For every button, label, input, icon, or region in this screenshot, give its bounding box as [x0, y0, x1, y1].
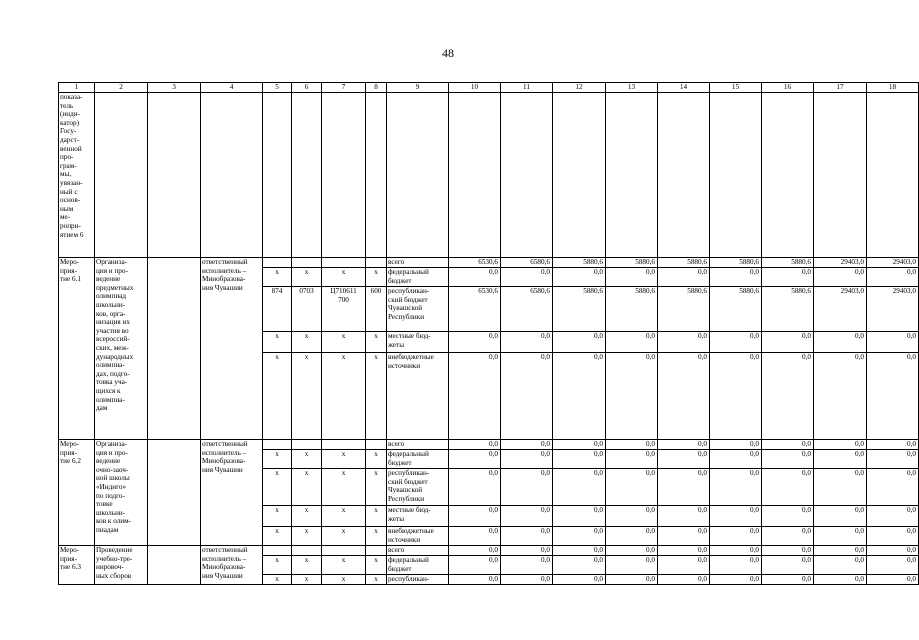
code-target: x — [322, 268, 366, 287]
column-number: 14 — [658, 83, 710, 93]
event-code: Меро- прия- тие 6.3 — [59, 546, 95, 585]
amount-cell: 29403,0 — [867, 258, 919, 268]
column-number: 6 — [292, 83, 322, 93]
amount-cell: 5880,6 — [553, 287, 606, 332]
empty-cell — [201, 93, 263, 258]
amount-cell: 0,0 — [658, 527, 710, 546]
code-section: 0703 — [292, 287, 322, 332]
column-number: 5 — [263, 83, 292, 93]
funding-source: всего — [387, 546, 449, 556]
code-expense — [366, 546, 387, 556]
amount-cell: 0,0 — [449, 332, 501, 353]
amount-cell: 6580,6 — [501, 258, 553, 268]
code-expense — [366, 440, 387, 450]
amount-cell: 0,0 — [553, 575, 606, 585]
column-number: 8 — [366, 83, 387, 93]
amount-cell: 0,0 — [606, 353, 658, 440]
amount-cell: 0,0 — [606, 450, 658, 469]
code-section: x — [292, 527, 322, 546]
funding-source: республикан- ский бюджет Чувашской Республики — [387, 287, 449, 332]
amount-cell: 0,0 — [606, 546, 658, 556]
empty-cell — [606, 93, 658, 258]
amount-cell: 0,0 — [553, 332, 606, 353]
funding-source: всего — [387, 258, 449, 268]
amount-cell: 0,0 — [501, 546, 553, 556]
amount-cell: 5880,6 — [606, 287, 658, 332]
funding-source: всего — [387, 440, 449, 450]
empty-cell — [148, 258, 201, 440]
amount-cell: 0,0 — [449, 469, 501, 506]
amount-cell: 0,0 — [606, 332, 658, 353]
event-name: Организа- ция и про- ведение предметных олимпиад школьни- ков, орга- низация их участия во всероссий- ских, меж- дународных олимпиа- дах, подго- товка уча- щихся к олимпиа- дам — [95, 258, 148, 440]
code-expense: x — [366, 506, 387, 527]
amount-cell: 5880,6 — [710, 258, 762, 268]
empty-cell — [658, 93, 710, 258]
empty-cell — [710, 93, 762, 258]
amount-cell: 0,0 — [814, 353, 867, 440]
code-target: x — [322, 506, 366, 527]
table-row — [59, 546, 919, 556]
funding-source: республикан- ский бюджет Чувашской Республики — [387, 469, 449, 506]
code-expense: x — [366, 332, 387, 353]
code-section: x — [292, 353, 322, 440]
code-admin: x — [263, 268, 292, 287]
amount-cell: 0,0 — [449, 575, 501, 585]
code-section — [292, 258, 322, 268]
amount-cell: 0,0 — [867, 546, 919, 556]
code-target: x — [322, 527, 366, 546]
column-number: 2 — [95, 83, 148, 93]
amount-cell: 0,0 — [449, 450, 501, 469]
amount-cell: 0,0 — [814, 575, 867, 585]
funding-source: местные бюд- жеты — [387, 506, 449, 527]
amount-cell: 5880,6 — [658, 287, 710, 332]
amount-cell: 29403,0 — [814, 258, 867, 268]
code-admin: 874 — [263, 287, 292, 332]
amount-cell: 0,0 — [449, 556, 501, 575]
amount-cell: 0,0 — [658, 575, 710, 585]
code-section: x — [292, 506, 322, 527]
amount-cell: 6530,6 — [449, 258, 501, 268]
code-admin: x — [263, 527, 292, 546]
amount-cell: 5880,6 — [762, 258, 814, 268]
amount-cell: 0,0 — [553, 440, 606, 450]
event-name: Проведение учебно-тре- нировоч- ных сборов — [95, 546, 148, 585]
column-number: 3 — [148, 83, 201, 93]
amount-cell: 0,0 — [553, 450, 606, 469]
code-expense: x — [366, 450, 387, 469]
amount-cell: 0,0 — [867, 353, 919, 440]
indicator-row — [59, 93, 919, 258]
code-admin: x — [263, 332, 292, 353]
amount-cell: 0,0 — [449, 353, 501, 440]
amount-cell: 0,0 — [449, 506, 501, 527]
code-admin — [263, 546, 292, 556]
column-number: 15 — [710, 83, 762, 93]
amount-cell: 0,0 — [867, 527, 919, 546]
amount-cell: 0,0 — [658, 450, 710, 469]
column-number: 17 — [814, 83, 867, 93]
empty-cell — [366, 93, 387, 258]
funding-source: федеральный бюджет — [387, 268, 449, 287]
code-expense: x — [366, 556, 387, 575]
code-section — [292, 440, 322, 450]
funding-source: местные бюд- жеты — [387, 332, 449, 353]
amount-cell: 0,0 — [762, 450, 814, 469]
code-expense: x — [366, 527, 387, 546]
amount-cell: 0,0 — [710, 546, 762, 556]
empty-cell — [95, 93, 148, 258]
code-admin — [263, 440, 292, 450]
empty-cell — [762, 93, 814, 258]
amount-cell: 5880,6 — [658, 258, 710, 268]
table-row — [59, 440, 919, 450]
amount-cell: 6530,6 — [449, 287, 501, 332]
amount-cell: 0,0 — [449, 268, 501, 287]
amount-cell: 0,0 — [710, 575, 762, 585]
empty-cell — [292, 93, 322, 258]
amount-cell: 0,0 — [606, 556, 658, 575]
amount-cell: 0,0 — [710, 268, 762, 287]
funding-source: внебюджетные источники — [387, 353, 449, 440]
code-admin: x — [263, 506, 292, 527]
amount-cell: 0,0 — [710, 332, 762, 353]
amount-cell: 0,0 — [710, 506, 762, 527]
responsible-executor: ответственный исполнитель – Минобразова- ния Чувашии — [201, 546, 263, 585]
amount-cell: 0,0 — [449, 440, 501, 450]
code-admin — [263, 258, 292, 268]
column-number: 11 — [501, 83, 553, 93]
code-expense: x — [366, 353, 387, 440]
empty-cell — [867, 93, 919, 258]
code-admin: x — [263, 450, 292, 469]
amount-cell: 0,0 — [501, 506, 553, 527]
code-section: x — [292, 268, 322, 287]
responsible-executor: ответственный исполнитель – Минобразова- ния Чувашии — [201, 258, 263, 440]
column-number: 1 — [59, 83, 95, 93]
code-expense — [366, 258, 387, 268]
empty-cell — [387, 93, 449, 258]
code-section: x — [292, 332, 322, 353]
code-target: x — [322, 556, 366, 575]
code-target: x — [322, 332, 366, 353]
column-number: 13 — [606, 83, 658, 93]
amount-cell: 0,0 — [658, 332, 710, 353]
responsible-executor: ответственный исполнитель – Минобразова- ния Чувашии — [201, 440, 263, 546]
amount-cell: 29403,0 — [814, 287, 867, 332]
amount-cell: 0,0 — [762, 527, 814, 546]
empty-cell — [553, 93, 606, 258]
funding-source: федеральный бюджет — [387, 450, 449, 469]
page-number: 48 — [442, 46, 454, 60]
code-section: x — [292, 469, 322, 506]
empty-cell — [148, 93, 201, 258]
amount-cell: 0,0 — [814, 268, 867, 287]
code-target — [322, 258, 366, 268]
amount-cell: 0,0 — [762, 575, 814, 585]
amount-cell: 0,0 — [658, 469, 710, 506]
amount-cell: 0,0 — [867, 469, 919, 506]
amount-cell: 0,0 — [501, 556, 553, 575]
code-admin: x — [263, 575, 292, 585]
amount-cell: 0,0 — [814, 440, 867, 450]
amount-cell: 0,0 — [762, 332, 814, 353]
amount-cell: 0,0 — [501, 268, 553, 287]
funding-source: федеральный бюджет — [387, 556, 449, 575]
amount-cell: 0,0 — [867, 440, 919, 450]
empty-cell — [449, 93, 501, 258]
event-code: Меро- прия- тие 6.1 — [59, 258, 95, 440]
table-body — [59, 93, 919, 585]
amount-cell: 0,0 — [814, 450, 867, 469]
empty-cell — [148, 546, 201, 585]
amount-cell: 0,0 — [710, 556, 762, 575]
amount-cell: 5880,6 — [553, 258, 606, 268]
code-target — [322, 546, 366, 556]
amount-cell: 0,0 — [762, 556, 814, 575]
amount-cell: 0,0 — [762, 506, 814, 527]
column-number: 10 — [449, 83, 501, 93]
amount-cell: 0,0 — [658, 506, 710, 527]
amount-cell: 0,0 — [658, 268, 710, 287]
amount-cell: 0,0 — [867, 450, 919, 469]
amount-cell: 0,0 — [553, 353, 606, 440]
amount-cell: 0,0 — [762, 440, 814, 450]
empty-cell — [322, 93, 366, 258]
amount-cell: 0,0 — [501, 353, 553, 440]
column-number: 4 — [201, 83, 263, 93]
amount-cell: 0,0 — [501, 469, 553, 506]
amount-cell: 0,0 — [658, 556, 710, 575]
code-expense: x — [366, 268, 387, 287]
amount-cell: 0,0 — [814, 546, 867, 556]
code-admin: x — [263, 469, 292, 506]
amount-cell: 0,0 — [553, 527, 606, 546]
empty-cell — [814, 93, 867, 258]
column-number: 18 — [867, 83, 919, 93]
amount-cell: 0,0 — [867, 506, 919, 527]
amount-cell: 0,0 — [606, 575, 658, 585]
amount-cell: 0,0 — [710, 469, 762, 506]
amount-cell: 0,0 — [501, 440, 553, 450]
amount-cell: 0,0 — [710, 527, 762, 546]
amount-cell: 5880,6 — [762, 287, 814, 332]
amount-cell: 0,0 — [606, 440, 658, 450]
amount-cell: 0,0 — [501, 575, 553, 585]
code-target: x — [322, 450, 366, 469]
amount-cell: 0,0 — [710, 450, 762, 469]
amount-cell: 6580,6 — [501, 287, 553, 332]
amount-cell: 0,0 — [606, 527, 658, 546]
amount-cell: 0,0 — [606, 506, 658, 527]
amount-cell: 0,0 — [762, 353, 814, 440]
amount-cell: 0,0 — [606, 268, 658, 287]
amount-cell: 0,0 — [814, 527, 867, 546]
funding-source: внебюджетные источники — [387, 527, 449, 546]
amount-cell: 0,0 — [553, 469, 606, 506]
budget-table — [58, 82, 919, 585]
amount-cell: 5880,6 — [710, 287, 762, 332]
code-section: x — [292, 556, 322, 575]
code-section — [292, 546, 322, 556]
amount-cell: 0,0 — [501, 332, 553, 353]
code-target: x — [322, 469, 366, 506]
code-target — [322, 440, 366, 450]
amount-cell: 0,0 — [606, 469, 658, 506]
code-target: Ц710611 700 — [322, 287, 366, 332]
indicator-label: показа- тель (инди- катор) Госу- дарст- венной про- грам- мы, увязан- ный с основ- ным ме- ропри- ятием 6 — [59, 93, 95, 258]
code-expense: x — [366, 575, 387, 585]
amount-cell: 0,0 — [658, 353, 710, 440]
event-code: Меро- прия- тие 6.2 — [59, 440, 95, 546]
column-number: 16 — [762, 83, 814, 93]
amount-cell: 0,0 — [867, 268, 919, 287]
code-target: x — [322, 575, 366, 585]
amount-cell: 0,0 — [710, 353, 762, 440]
amount-cell: 0,0 — [814, 556, 867, 575]
column-number-row — [59, 83, 919, 93]
amount-cell: 0,0 — [553, 556, 606, 575]
empty-cell — [501, 93, 553, 258]
amount-cell: 0,0 — [658, 440, 710, 450]
code-admin: x — [263, 556, 292, 575]
empty-cell — [148, 440, 201, 546]
code-section: x — [292, 450, 322, 469]
code-expense: 600 — [366, 287, 387, 332]
amount-cell: 0,0 — [867, 556, 919, 575]
column-number: 12 — [553, 83, 606, 93]
amount-cell: 0,0 — [762, 546, 814, 556]
code-target: x — [322, 353, 366, 440]
amount-cell: 0,0 — [762, 469, 814, 506]
table-row — [59, 258, 919, 268]
amount-cell: 0,0 — [553, 546, 606, 556]
amount-cell: 0,0 — [867, 332, 919, 353]
amount-cell: 5880,6 — [606, 258, 658, 268]
funding-source: республикан- — [387, 575, 449, 585]
amount-cell: 0,0 — [449, 546, 501, 556]
column-number: 7 — [322, 83, 366, 93]
event-name: Организа- ция и про- ведение очно-заоч- ной школы «Индиго» по подго- товке школьни- ков к олим- пиадам — [95, 440, 148, 546]
amount-cell: 0,0 — [762, 268, 814, 287]
amount-cell: 0,0 — [449, 527, 501, 546]
code-expense: x — [366, 469, 387, 506]
column-number: 9 — [387, 83, 449, 93]
amount-cell: 0,0 — [658, 546, 710, 556]
code-section: x — [292, 575, 322, 585]
amount-cell: 0,0 — [501, 527, 553, 546]
amount-cell: 0,0 — [553, 268, 606, 287]
amount-cell: 0,0 — [867, 575, 919, 585]
amount-cell: 29403,0 — [867, 287, 919, 332]
amount-cell: 0,0 — [710, 440, 762, 450]
amount-cell: 0,0 — [553, 506, 606, 527]
empty-cell — [263, 93, 292, 258]
amount-cell: 0,0 — [814, 469, 867, 506]
code-admin: x — [263, 353, 292, 440]
amount-cell: 0,0 — [814, 506, 867, 527]
amount-cell: 0,0 — [814, 332, 867, 353]
amount-cell: 0,0 — [501, 450, 553, 469]
